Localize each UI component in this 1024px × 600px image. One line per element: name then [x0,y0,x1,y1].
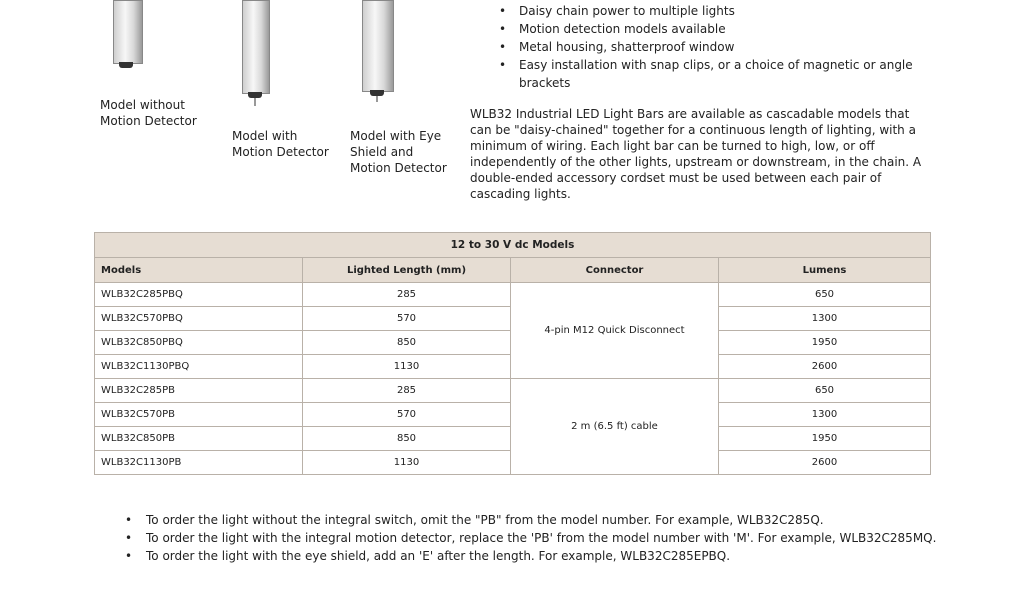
length-cell: 570 [303,307,511,331]
feature-item: • Metal housing, shatterproof window [493,38,933,56]
ordering-notes [120,512,940,566]
length-cell: 850 [303,427,511,451]
length-cell: 570 [303,403,511,427]
light-bar-body [113,0,143,64]
feature-item: • Daisy chain power to multiple lights [493,2,933,20]
lumens-cell: 1300 [719,403,931,427]
table-row [95,379,931,403]
connector-cell: 4-pin M12 Quick Disconnect [511,283,719,379]
lumens-cell: 1950 [719,427,931,451]
model-cell: WLB32C850PB [95,427,303,451]
end-cap [119,62,133,68]
figure-caption-1: Model without Motion Detector [100,98,197,128]
length-cell: 1130 [303,355,511,379]
length-cell: 850 [303,331,511,355]
column-header-models: Models [95,258,303,283]
lumens-cell: 1300 [719,307,931,331]
figure-caption-3: Model with Eye Shield and Motion Detector [350,129,447,175]
model-cell: WLB32C285PB [95,379,303,403]
length-cell: 285 [303,379,511,403]
feature-list [493,2,933,92]
cable [254,98,256,106]
note-item: • To order the light with the eye shield, add an 'E' after the length. For example, WLB32C285EPBQ. [120,548,940,564]
length-cell: 1130 [303,451,511,475]
column-header-connector: Connector [511,258,719,283]
lumens-cell: 2600 [719,451,931,475]
note-item: • To order the light with the integral motion detector, replace the 'PB' from the model number with 'M'. For example, WLB32C285MQ. [120,530,940,546]
lumens-cell: 1950 [719,331,931,355]
model-cell: WLB32C285PBQ [95,283,303,307]
model-cell: WLB32C570PBQ [95,307,303,331]
models-table [94,232,931,475]
connector-cell: 2 m (6.5 ft) cable [511,379,719,475]
table-caption: 12 to 30 V dc Models [95,233,931,258]
figure-caption-2: Model with Motion Detector [232,129,329,159]
note-item: • To order the light without the integral switch, omit the "PB" from the model number. For example, WLB32C285Q. [120,512,940,528]
feature-item: • Motion detection models available [493,20,933,38]
table-row [95,283,931,307]
column-header-lumens: Lumens [719,258,931,283]
cable [376,96,378,102]
lumens-cell: 650 [719,379,931,403]
light-bar-body [242,0,270,94]
description-paragraph: WLB32 Industrial LED Light Bars are available as cascadable models that can be "daisy-chained" together for a continuous length of lighting, with a minimum of wiring. Each light bar can be turned to high, low, or off independently of the other lights, upstream or downstream, in the chain. A double-ended accessory cordset must be used between each pair of cascading lights. [470,107,922,201]
model-cell: WLB32C1130PBQ [95,355,303,379]
model-cell: WLB32C1130PB [95,451,303,475]
lumens-cell: 2600 [719,355,931,379]
model-cell: WLB32C570PB [95,403,303,427]
feature-item: • Easy installation with snap clips, or a choice of magnetic or angle brackets [493,56,933,92]
light-bar-body [362,0,394,92]
lumens-cell: 650 [719,283,931,307]
length-cell: 285 [303,283,511,307]
model-cell: WLB32C850PBQ [95,331,303,355]
column-header-length: Lighted Length (mm) [303,258,511,283]
